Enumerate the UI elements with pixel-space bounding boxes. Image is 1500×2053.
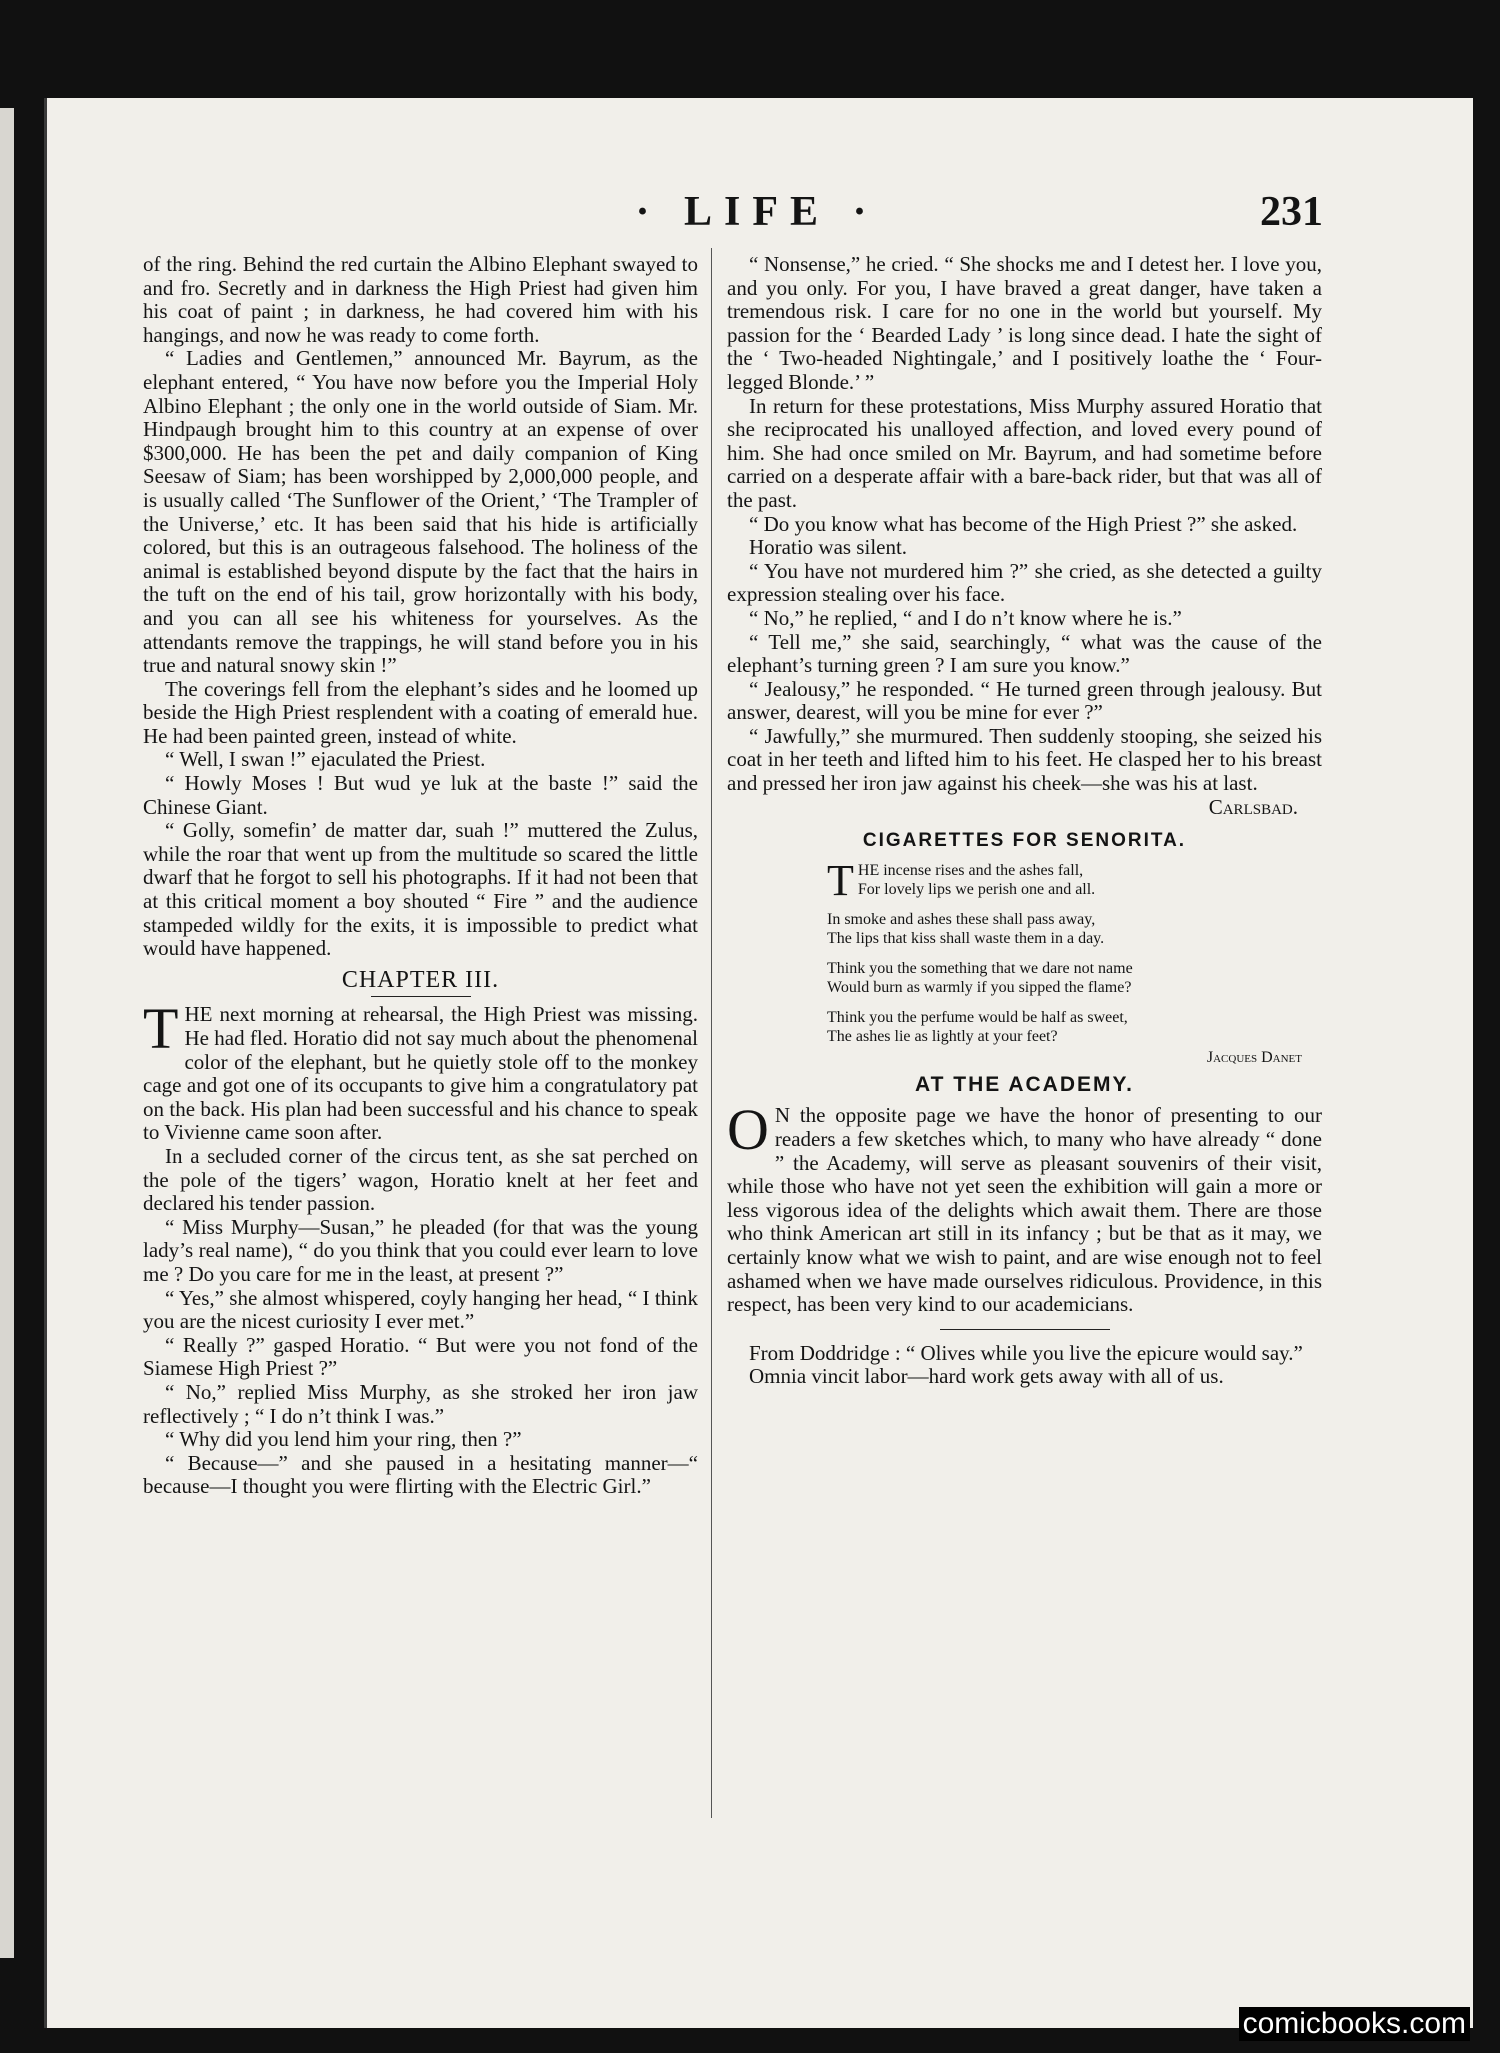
paragraph-text: HE next morning at rehearsal, the High Priest was missing. He had fled. Horatio did not say much about the phenomenal color of the elephant, but he quietly stole off to the monkey cage and got one of its occupants to give him a congratulatory pat on the back. His plan had been successful and his chance to speak to Vivienne came soon after. — [143, 1002, 698, 1145]
paragraph: “ Jawfully,” she murmured. Then suddenly stooping, she seized his coat in her teeth and lifted him to his feet. He clasped her to his breast and pressed her iron jaw against his cheek—she was his at last. — [727, 723, 1322, 796]
drop-cap: T — [827, 855, 854, 905]
poem-stanza — [827, 910, 1322, 948]
poem-title: CIGARETTES FOR SENORITA. — [862, 830, 1187, 852]
paragraph: Omnia vincit labor—hard work gets away with all of us. — [749, 1364, 1224, 1389]
paragraph: “ No,” replied Miss Murphy, as she stroked her iron jaw reflectively ; “ I do n’t think I was.” — [143, 1379, 698, 1428]
page-header — [47, 188, 1473, 248]
paragraph-dropcap — [727, 1097, 1322, 1317]
poem-stanza — [827, 1008, 1322, 1046]
paragraph: The coverings fell from the elephant’s sides and he loomed up beside the High Priest resplendent with a coating of emerald hue. He had been painted green, instead of white. — [143, 676, 698, 748]
watermark: comicbooks.com — [1239, 2007, 1470, 2041]
poem-stanza — [827, 959, 1322, 997]
chapter-rule — [371, 996, 471, 997]
paragraph: “ Really ?” gasped Horatio. “ But were you not fond of the Siamese High Priest ?” — [143, 1332, 698, 1381]
chapter-heading: CHAPTER III. — [341, 966, 500, 993]
paragraph: “ Golly, somefin’ de matter dar, suah !” muttered the Zulus, while the roar that went up from the multitude so scared the little dwarf that he forgot to sell his photographs. If it had not been that at this critical moment a boy shouted “ Fire ” and the audience stampeded wildly for the exits, it is impossible to predict what would have happened. — [143, 818, 698, 961]
page-number: 231 — [1260, 189, 1323, 235]
left-column — [143, 253, 698, 1499]
poem-signature: Jacques Danet — [1206, 1048, 1302, 1066]
right-column — [727, 253, 1322, 1389]
paragraph: From Doddridge : “ Olives while you live the epicure would say.” — [749, 1340, 1303, 1365]
paragraph: “ Why did you lend him your ring, then ?” — [165, 1427, 522, 1452]
column-divider — [711, 248, 712, 1818]
adjacent-page-edge — [0, 108, 14, 1958]
paragraph: “ Jealousy,” he responded. “ He turned green through jealousy. But answer, dearest, will you be mine for ever ?” — [727, 676, 1322, 725]
drop-cap: T — [143, 996, 179, 1062]
poem-line: For lovely lips we perish one and all. — [857, 880, 1096, 898]
poem-line: HE incense rises and the ashes fall, — [857, 861, 1084, 879]
paragraph: “ Miss Murphy—Susan,” he pleaded (for that was the young lady’s real name), “ do you think that you could ever learn to love me ? Do you care for me in the least, at present ?” — [143, 1214, 698, 1286]
paragraph: “ No,” he replied, “ and I do n’t know where he is.” — [749, 605, 1182, 630]
paragraph: “ Because—” and she paused in a hesitating manner—“ because—I thought you were flirting with the Electric Girl.” — [143, 1450, 698, 1499]
paragraph: In return for these protestations, Miss Murphy assured Horatio that she reciprocated his unalloyed affection, and loved every pound of him. She had once smiled on Mr. Bayrum, and had sometime before carried on a desperate affair with a bare-back rider, but that was all of the past. — [727, 393, 1322, 512]
poem-stanza — [827, 855, 1322, 905]
poem-line: Think you the something that we dare not name — [827, 959, 1133, 977]
paragraph: In a secluded corner of the circus tent, as she sat perched on the pole of the tigers’ wagon, Horatio knelt at her feet and declared his tender passion. — [143, 1143, 698, 1216]
running-title: · LIFE · — [635, 189, 879, 235]
poem-line: In smoke and ashes these shall pass away, — [827, 910, 1096, 928]
poem-line: Think you the perfume would be half as sweet, — [827, 1008, 1128, 1026]
paragraph: “ You have not murdered him ?” she cried, as she detected a guilty expression stealing over his face. — [727, 558, 1322, 607]
paragraph: “ Tell me,” she said, searchingly, “ what was the cause of the elephant’s turning green ? I am sure you know.” — [727, 629, 1322, 678]
drop-cap: O — [727, 1097, 769, 1163]
paragraph: “ Do you know what has become of the High Priest ?” she asked. — [749, 511, 1298, 536]
paragraph-text: N the opposite page we have the honor of presenting to our readers a few sketches which, to many who have already “ done ” the Academy, will serve as pleasant souvenirs of their visit, while those who have not yet seen the exhibition will gain a more or less vigorous idea of the delights which await them. There are those who think American art still in its infancy ; but be that as it may, we certainly know what we wish to paint, and are wise enough not to feel ashamed when we have made ourselves ridiculous. Providence, in this respect, has been very kind to our academicians. — [727, 1103, 1322, 1317]
paragraph: Horatio was silent. — [749, 535, 908, 560]
paragraph-dropcap — [143, 996, 698, 1145]
paragraph: “ Ladies and Gentlemen,” announced Mr. Bayrum, as the elephant entered, “ You have now before you the Imperial Holy Albino Elephant ; the only one in the world outside of Siam. Mr. Hindpaugh brought him to this country at an expense of over $300,000. He has been the pet and daily companion of King Seesaw of Siam; has been worshipped by 2,000,000 people, and is usually called ‘The Sunflower of the Orient,’ ‘The Trampler of the Universe,’ etc. It has been said that his hide is artificially colored, but this is an outrageous falsehood. The holiness of the animal is established beyond dispute by the fact that the hairs in the tuft on the end of his tail, grow horizontally with his body, and you can all see his whiteness for yourselves. As the attendants remove the trappings, he will stand before you in his true and natural snowy skin !” — [143, 346, 698, 678]
paragraph: “ Howly Moses ! But wud ye luk at the baste !” said the Chinese Giant. — [143, 771, 698, 819]
poem-line: Would burn as warmly if you sipped the flame? — [827, 978, 1132, 996]
story-signature: Carlsbad. — [1208, 794, 1298, 819]
paragraph: “ Yes,” she almost whispered, coyly hanging her head, “ I think you are the nicest curiosity I ever met.” — [143, 1285, 698, 1334]
poem-line: The ashes lie as lightly at your feet? — [827, 1027, 1058, 1045]
paragraph: “ Nonsense,” he cried. “ She shocks me and I detest her. I love you, and you only. For you, I have braved a great danger, have taken a tremendous risk. I care for no one in the world but yourself. My passion for the ‘ Bearded Lady ’ is long since dead. I hate the sight of the ‘ Two-headed Nightingale,’ and I positively loathe the ‘ Four-legged Blonde.’ ” — [727, 252, 1322, 394]
paragraph: “ Well, I swan !” ejaculated the Priest. — [165, 747, 486, 772]
section-rule — [940, 1329, 1110, 1330]
poem-line: The lips that kiss shall waste them in a day. — [827, 929, 1105, 947]
paragraph: of the ring. Behind the red curtain the Albino Elephant swayed to and fro. Secretly and in darkness the High Priest had given him his coat of paint ; in darkness, he had covered him with his hangings, and now he was ready to come forth. — [143, 252, 698, 347]
magazine-page — [44, 98, 1473, 2028]
section-title: AT THE ACADEMY. — [915, 1072, 1134, 1096]
poem — [827, 855, 1322, 1067]
